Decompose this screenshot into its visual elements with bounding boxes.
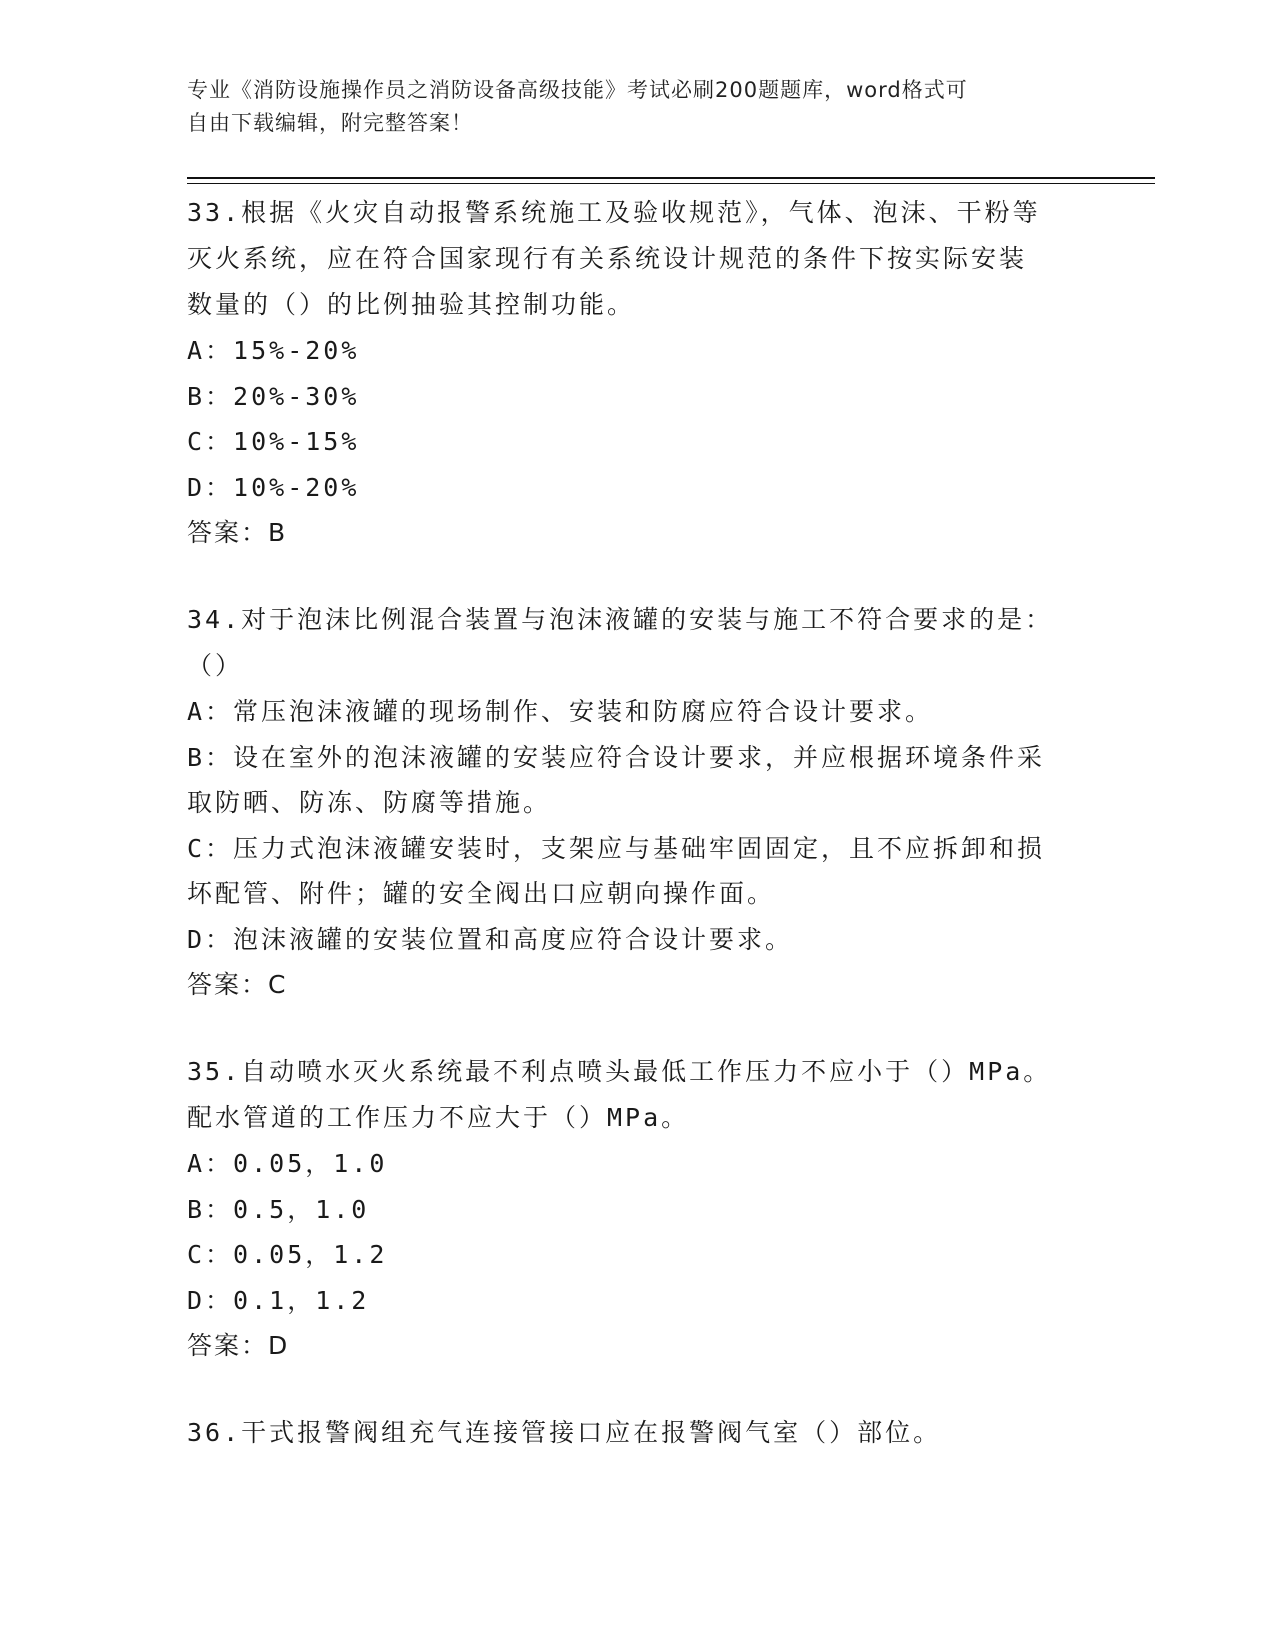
- option-line: D：10%-20%: [187, 472, 360, 502]
- header-line-2: 自由下载编辑，附完整答案！: [187, 111, 473, 135]
- question-spacer: [187, 556, 1087, 597]
- answer-line: 答案：D: [187, 1331, 290, 1360]
- option-line: C：10%-15%: [187, 427, 360, 456]
- question-text-line: 配水管道的工作压力不应大于（）MPa。: [187, 1103, 690, 1132]
- question-text-line: 数量的（）的比例抽验其控制功能。: [187, 290, 636, 319]
- question-spacer: [187, 1369, 1087, 1410]
- option-line: B：设在室外的泡沫液罐的安装应符合设计要求，并应根据环境条件采: [187, 742, 1046, 772]
- question-block: [187, 1410, 1087, 1456]
- question-block: [187, 190, 1087, 556]
- option-line: B：20%-30%: [187, 381, 360, 411]
- option-line: C：0.05，1.2: [187, 1240, 388, 1269]
- option-line: D：0.1，1.2: [187, 1285, 370, 1315]
- question-block: [187, 597, 1087, 1008]
- header-divider-thick: [187, 177, 1155, 179]
- question-spacer: [187, 1008, 1087, 1049]
- option-line: B：0.5，1.0: [187, 1194, 370, 1224]
- question-text-line: 34.对于泡沫比例混合装置与泡沫液罐的安装与施工不符合要求的是：: [187, 605, 1054, 634]
- answer-line: 答案：C: [187, 970, 288, 999]
- question-text-line: 33.根据《火灾自动报警系统施工及验收规范》，气体、泡沫、干粉等: [187, 198, 1041, 227]
- question-text-line: （）: [187, 651, 244, 680]
- question-text-line: 35.自动喷水灭火系统最不利点喷头最低工作压力不应小于（）MPa。: [187, 1057, 1052, 1086]
- document-header: [187, 74, 1087, 140]
- question-list: [187, 190, 1087, 1456]
- header-line-1: 专业《消防设施操作员之消防设备高级技能》考试必刷200题题库，word格式可: [187, 78, 968, 102]
- header-divider-thin: [187, 183, 1155, 184]
- option-line: C：压力式泡沫液罐安装时，支架应与基础牢固固定，且不应拆卸和损: [187, 833, 1046, 863]
- option-line: 坏配管、附件；罐的安全阀出口应朝向操作面。: [187, 879, 776, 908]
- option-line: 取防晒、防冻、防腐等措施。: [187, 788, 552, 817]
- answer-line: 答案：B: [187, 518, 288, 547]
- option-line: D：泡沫液罐的安装位置和高度应符合设计要求。: [187, 924, 794, 954]
- question-text-line: 36.干式报警阀组充气连接管接口应在报警阀气室（）部位。: [187, 1418, 942, 1447]
- option-line: A：15%-20%: [187, 336, 360, 365]
- question-text-line: 灭火系统，应在符合国家现行有关系统设计规范的条件下按实际安装: [187, 244, 1028, 273]
- question-block: [187, 1049, 1087, 1369]
- option-line: A：0.05，1.0: [187, 1149, 388, 1178]
- option-line: A：常压泡沫液罐的现场制作、安装和防腐应符合设计要求。: [187, 697, 934, 726]
